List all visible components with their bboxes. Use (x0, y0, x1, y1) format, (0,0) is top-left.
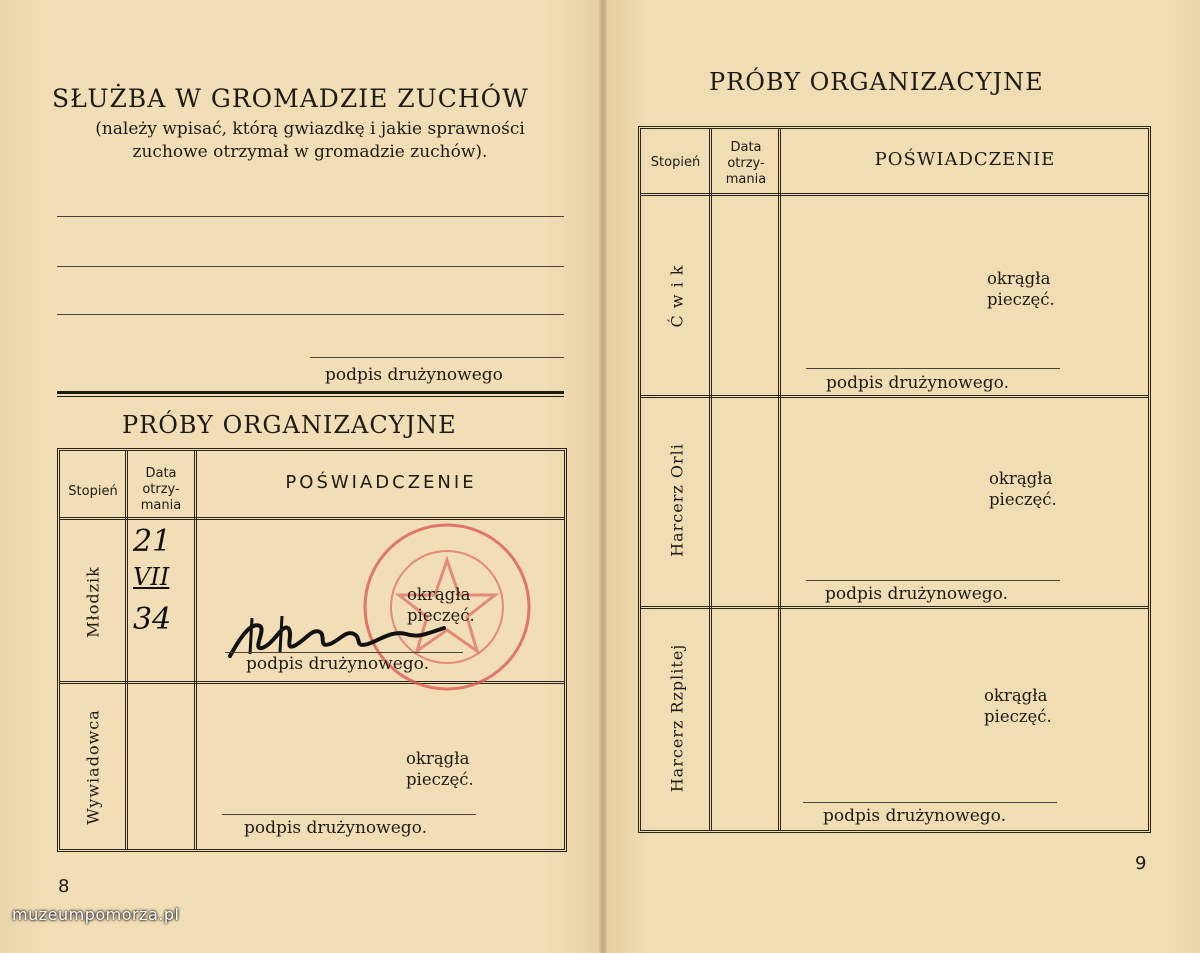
right-col-header-date: Data otrzy- mania (725, 140, 767, 187)
right-row1-signature-line (806, 368, 1060, 369)
right-col-header-rank: Stopień (650, 155, 701, 170)
hint-line-1: (należy wpisać, którą gwiazdkę i jakie sprawności (95, 119, 525, 139)
hint-line-2: zuchowe otrzymał w gromadzie zuchów). (132, 142, 488, 162)
section-divider (57, 391, 564, 397)
rank-label-harcerz-rzplitej: Harcerz Rzplitej (667, 643, 687, 793)
left-table-col-divider-2 (194, 451, 197, 849)
stamp-text-row2: okrągła pieczęć. (406, 749, 474, 789)
right-table-header-divider (641, 193, 1148, 196)
signature-caption: podpis drużynowego (325, 365, 503, 385)
right-stamp-text-row3: okrągła pieczęć. (984, 686, 1052, 726)
watermark: muzeumpomorza.pl (12, 905, 180, 924)
book-fold (599, 0, 607, 953)
write-line-2 (57, 266, 564, 267)
handwritten-year: 34 (133, 602, 172, 637)
rank-label-harcerz-orli: Harcerz Orli (667, 443, 687, 557)
row2-signature-line (222, 814, 476, 815)
right-table-col-divider-1 (709, 129, 712, 830)
page-number-right: 9 (1135, 853, 1147, 874)
right-stamp-text-row2: okrągła pieczęć. (989, 469, 1057, 509)
signature-line (310, 357, 564, 358)
right-table (638, 126, 1151, 833)
handwritten-day: 21 (133, 524, 172, 559)
row2-signature-caption: podpis drużynowego. (244, 818, 427, 838)
left-section-title: PRÓBY ORGANIZACYJNE (122, 411, 457, 439)
rank-label-mlodzik: Młodzik (83, 566, 103, 638)
right-table-row-divider-2 (641, 606, 1148, 609)
left-page-title: SŁUŻBA W GROMADZIE ZUCHÓW (52, 84, 529, 113)
right-col-header-cert: POŚWIADCZENIE (874, 149, 1056, 170)
stamp-text-row1: okrągła pieczęć. (407, 585, 475, 625)
right-row3-signature-caption: podpis drużynowego. (823, 806, 1006, 826)
page-number-left: 8 (58, 876, 70, 897)
row1-signature-line (225, 652, 463, 653)
write-line-3 (57, 314, 564, 315)
right-row3-signature-line (803, 802, 1057, 803)
right-row2-signature-caption: podpis drużynowego. (825, 584, 1008, 604)
handwritten-month: VII (133, 563, 170, 591)
right-section-title: PRÓBY ORGANIZACYJNE (709, 68, 1044, 96)
right-table-row-divider-1 (641, 395, 1148, 398)
col-header-date: Data otrzy- mania (140, 466, 182, 513)
right-table-col-divider-2 (778, 129, 781, 830)
col-header-cert: POŚWIADCZENIE (285, 472, 477, 493)
right-row2-signature-line (806, 580, 1060, 581)
rank-label-cwik: Ć w i k (667, 264, 687, 328)
right-row1-signature-caption: podpis drużynowego. (826, 373, 1009, 393)
rank-label-wywiadowca: Wywiadowca (83, 709, 103, 825)
col-header-rank: Stopień (68, 484, 118, 499)
row1-signature-caption: podpis drużynowego. (246, 654, 429, 674)
right-stamp-text-row1: okrągła pieczęć. (987, 269, 1055, 309)
write-line-1 (57, 216, 564, 217)
